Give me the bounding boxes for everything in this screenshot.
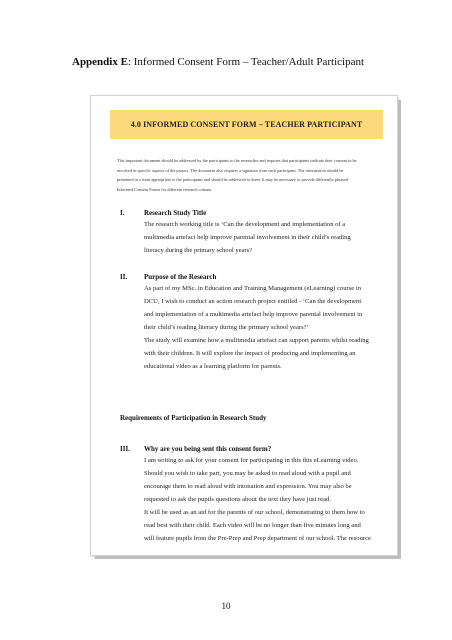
appendix-title: : Informed Consent Form – Teacher/Adult Participant bbox=[127, 56, 365, 68]
section-heading bbox=[120, 444, 390, 454]
section-line: The study will examine how a multimedia artefact can support parents whilst reading bbox=[144, 337, 369, 344]
section-number: III. bbox=[120, 445, 130, 453]
intro-line: This important document should be addressed by the participants to the researcher and requires that participants indicate their consent to be bbox=[117, 158, 357, 163]
form-banner-title: 4.0 INFORMED CONSENT FORM – TEACHER PARTICIPANT bbox=[110, 110, 383, 139]
section-line: encourage them to read aloud with intonation and expression. You may also be bbox=[144, 483, 352, 490]
consent-form-image bbox=[91, 96, 397, 555]
intro-line: presented in a form appropriate to the participants and should be addressed to them. It may be necessary to provide differently phrased bbox=[117, 177, 349, 183]
section-title: Research Study Title bbox=[144, 209, 207, 217]
section-consent-reason bbox=[120, 444, 390, 545]
section-number: I. bbox=[120, 209, 125, 217]
page-number: 10 bbox=[221, 601, 231, 611]
section-body bbox=[144, 282, 390, 373]
section-heading bbox=[120, 272, 390, 282]
intro-line: involved in specific aspects of the project. The document also requires a signature from each participant. The information should be bbox=[117, 167, 344, 173]
appendix-heading bbox=[72, 56, 364, 68]
section-body bbox=[144, 218, 390, 257]
intro-paragraph bbox=[117, 156, 387, 194]
intro-line: Informed Consent Forms for different research cohorts. bbox=[117, 186, 213, 192]
requirements-heading: Requirements of Participation in Research Study bbox=[120, 414, 267, 422]
section-line: literacy during the primary school years? bbox=[144, 247, 253, 254]
section-heading bbox=[120, 208, 390, 218]
section-body bbox=[144, 454, 390, 545]
section-line: The research working title is ‘Can the development and implementation of a bbox=[144, 221, 346, 228]
section-line: DCU, I wish to conduct an action research project entitled - ‘Can the development bbox=[144, 298, 362, 305]
section-line: educational video as a learning platform for parents. bbox=[144, 363, 282, 370]
section-line: with their children. It will explore the impact of producing and implementing an bbox=[144, 350, 356, 357]
section-line: requested to ask the pupils questions about the text they have just read. bbox=[144, 496, 331, 503]
appendix-label: Appendix E bbox=[72, 56, 128, 68]
section-line: their child’s reading literacy during the primary school years?’ bbox=[144, 324, 309, 331]
section-title: Why are you being sent this consent form? bbox=[144, 445, 272, 453]
section-research-title bbox=[120, 208, 390, 257]
section-line: read best with their child. Each video will be no longer than five minutes long and bbox=[144, 522, 361, 529]
section-line: Should you wish to take part, you may be asked to read aloud with a pupil and bbox=[144, 470, 351, 477]
section-line: As part of my MSc. in Education and Training Management (eLearning) course in bbox=[144, 285, 361, 292]
section-line: I am writing to ask for your consent for participating in this this eLearning video. bbox=[144, 457, 359, 464]
section-line: multimedia artefact help improve parental involvement in their child’s reading bbox=[144, 234, 351, 241]
section-number: II. bbox=[120, 273, 128, 281]
section-line: It will be used as an aid for the parents of our school, demonstrating to them how to bbox=[144, 509, 365, 516]
section-purpose bbox=[120, 272, 390, 373]
section-line: and implementation of a multimedia artefact help improve parental involvement in bbox=[144, 311, 363, 318]
section-line: will feature pupils from the Pre-Prep and Prep department of our school. The resource bbox=[144, 535, 371, 542]
section-title: Purpose of the Research bbox=[144, 273, 217, 281]
